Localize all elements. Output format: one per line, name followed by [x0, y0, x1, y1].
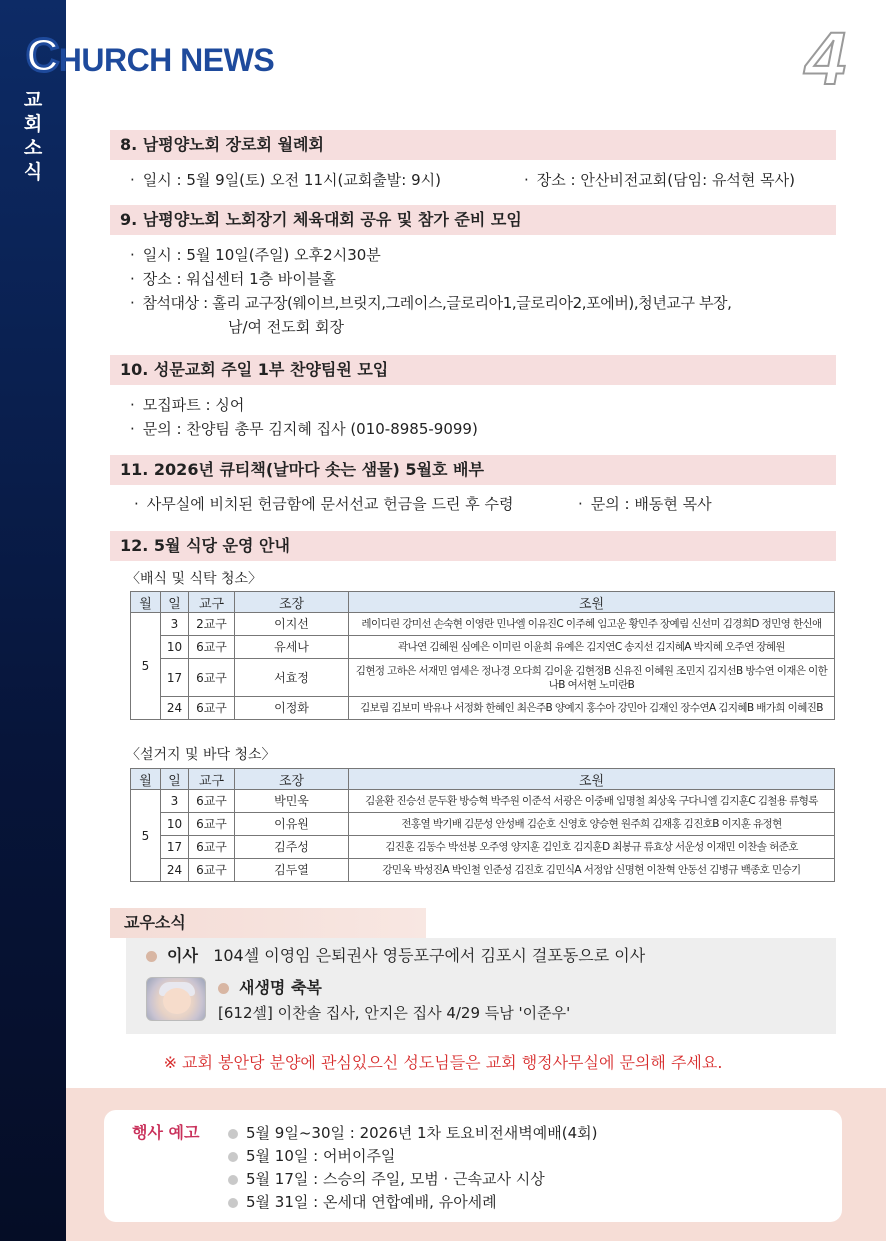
leader-cell: 유세나: [235, 636, 349, 659]
move-news: [146, 946, 645, 966]
members-cell: 전홍열 박기배 김문성 안성배 김순호 신영호 양승현 원주희 김재홍 김진호B 이지훈 유정현: [349, 813, 835, 836]
section-10-line: [130, 419, 478, 439]
col-leader: 조장: [235, 592, 349, 613]
section-12-title: 12. 5월 식당 운영 안내: [110, 531, 836, 561]
table-row: [131, 659, 835, 697]
day-cell: 17: [161, 659, 189, 697]
member-news-tab: 교우소식: [110, 908, 426, 938]
table-row: [131, 813, 835, 836]
bullet-circle-icon: [228, 1152, 238, 1162]
district-cell: 6교구: [189, 859, 235, 882]
col-leader: 조장: [235, 769, 349, 790]
event-item: [228, 1191, 497, 1212]
district-cell: 6교구: [189, 636, 235, 659]
members-cell: 김보림 김보미 박유나 서정화 한혜인 최은주B 양예지 홍수아 강민아 김재인 장수연A 김지혜B 배가희 이혜진B: [349, 697, 835, 720]
section-8-line: [524, 170, 795, 190]
leader-cell: 이유원: [235, 813, 349, 836]
section-9-attendees: 참석대상 : 홀리 교구장(웨이브,브릿지,그레이스,글로리아1,글로리아2,포에버),청년교구 부장,: [142, 294, 732, 312]
brand-title: [26, 28, 274, 82]
col-members: 조원: [349, 592, 835, 613]
leader-cell: 이지선: [235, 613, 349, 636]
event-text: 5월 31일 : 온세대 연합예배, 유아세례: [246, 1193, 497, 1211]
move-text: 104셀 이영임 은퇴권사 영등포구에서 김포시 걸포동으로 이사: [213, 946, 646, 965]
bullet-circle-icon: [228, 1198, 238, 1208]
district-cell: 6교구: [189, 790, 235, 813]
event-text: 5월 10일 : 어버이주일: [246, 1147, 396, 1165]
section-11-line: [134, 494, 513, 514]
bullet-circle-icon: [146, 951, 157, 962]
birth-news-label: [218, 978, 322, 998]
leader-cell: 서효정: [235, 659, 349, 697]
members-cell: 레이디린 강미선 손숙현 이영란 민나엘 이유진C 이주혜 임고운 황민주 장예림 신선미 김경희D 정민영 한신애: [349, 613, 835, 636]
district-cell: 2교구: [189, 613, 235, 636]
month-cell: 5: [131, 613, 161, 720]
leader-cell: 김주성: [235, 836, 349, 859]
baby-photo: [146, 977, 206, 1021]
bullet: ·: [524, 171, 529, 189]
leader-cell: 김두열: [235, 859, 349, 882]
table-row: [131, 859, 835, 882]
move-label: 이사: [167, 946, 198, 965]
section-11-contact: 문의 : 배동현 목사: [590, 495, 712, 513]
day-cell: 24: [161, 697, 189, 720]
birth-label: 새생명 축복: [239, 978, 322, 997]
side-label-char: 회: [23, 113, 43, 135]
district-cell: 6교구: [189, 697, 235, 720]
district-cell: 6교구: [189, 836, 235, 859]
members-cell: 김윤환 진승선 문두환 방승혁 박주원 이준석 서광은 이중배 임명철 최상욱 구다니엘 김지훈C 김철용 류형록: [349, 790, 835, 813]
section-8-place: 장소 : 안산비전교회(담임: 유석현 목사): [536, 171, 796, 189]
members-cell: 김진훈 김동수 박선봉 오주영 양지훈 김인호 김지훈D 최봉규 류효상 서운성 이재민 이찬솔 허준호: [349, 836, 835, 859]
table-row: [131, 636, 835, 659]
district-cell: 6교구: [189, 659, 235, 697]
birth-news-text: [612셀] 이찬솔 집사, 안지은 집사 4/29 득남 '이준우': [218, 1004, 571, 1022]
notice-text: ※ 교회 봉안당 분양에 관심있으신 성도님들은 교회 행정사무실에 문의해 주세요.: [163, 1053, 723, 1072]
brand-rest: HURCH NEWS: [58, 42, 275, 78]
section-10-contact: 문의 : 찬양팀 총무 김지혜 집사 (010-8985-9099): [142, 420, 478, 438]
event-text: 5월 17일 : 스승의 주일, 모범 · 근속교사 시상: [246, 1170, 545, 1188]
bullet: ·: [130, 270, 135, 288]
bullet-circle-icon: [228, 1175, 238, 1185]
day-cell: 10: [161, 636, 189, 659]
page-number: 4: [804, 17, 846, 100]
section-10-title: 10. 성문교회 주일 1부 찬양팀원 모입: [110, 355, 836, 385]
bullet: ·: [130, 246, 135, 264]
event-text: 5월 9일~30일 : 2026년 1차 토요비전새벽예배(4회): [246, 1124, 598, 1142]
col-month: 월: [131, 592, 161, 613]
section-9-title: 9. 남평양노회 노회장기 체육대회 공유 및 참가 준비 모임: [110, 205, 836, 235]
event-item: [228, 1168, 545, 1189]
leader-cell: 박민욱: [235, 790, 349, 813]
bullet-circle-icon: [218, 983, 229, 994]
side-label-char: 교: [23, 89, 43, 111]
bullet-circle-icon: [228, 1129, 238, 1139]
table-row: [131, 613, 835, 636]
side-label-char: 소: [23, 137, 43, 159]
side-label-char: 식: [23, 161, 43, 183]
section-8-title: 8. 남평양노회 장로회 월례회: [110, 130, 836, 160]
col-district: 교구: [189, 592, 235, 613]
section-8-date: 일시 : 5월 9일(토) 오전 11시(교회출발: 9시): [142, 171, 441, 189]
section-9-line: [130, 245, 381, 265]
table-row: [131, 697, 835, 720]
section-11-title: 11. 2026년 큐티책(날마다 솟는 샘물) 5월호 배부: [110, 455, 836, 485]
event-item: [228, 1145, 395, 1166]
members-cell: 강민욱 박성진A 박인철 인준성 김진호 김민식A 서정암 신명현 이찬혁 안동선 김병규 백종호 민승기: [349, 859, 835, 882]
section-11-line: [578, 494, 712, 514]
section-9-date: 일시 : 5월 10일(주일) 오후2시30분: [142, 246, 381, 264]
leader-cell: 이정화: [235, 697, 349, 720]
bullet: ·: [130, 171, 135, 189]
district-cell: 6교구: [189, 813, 235, 836]
baby-face: [163, 988, 191, 1014]
col-members: 조원: [349, 769, 835, 790]
col-day: 일: [161, 769, 189, 790]
day-cell: 10: [161, 813, 189, 836]
cleaning-table: [130, 768, 835, 882]
event-item: [228, 1122, 597, 1143]
month-cell: 5: [131, 790, 161, 882]
table-row: [131, 836, 835, 859]
bullet: ·: [130, 396, 135, 414]
members-cell: 김현정 고하은 서재민 염세은 정나경 오다희 김이윤 김현정B 신유진 이혜원 조민지 김지선B 방수연 이재은 이한나B 여서현 노미란B: [349, 659, 835, 697]
day-cell: 3: [161, 613, 189, 636]
col-district: 교구: [189, 769, 235, 790]
section-9-line: [130, 269, 336, 289]
day-cell: 3: [161, 790, 189, 813]
event-title: 행사 예고: [132, 1123, 200, 1142]
bullet: ·: [130, 420, 135, 438]
day-cell: 24: [161, 859, 189, 882]
bullet: ·: [578, 495, 583, 513]
section-10-line: [130, 395, 244, 415]
section-9-line: [130, 293, 732, 313]
serving-table: [130, 591, 835, 720]
side-label: [0, 88, 66, 184]
members-cell: 곽나연 김혜원 심예은 이미린 이윤희 유예은 김지연C 송지선 김지혜A 박지혜 오주연 장혜원: [349, 636, 835, 659]
section-8-line: [130, 170, 441, 190]
serving-table-title: 〈배식 및 식탁 청소〉: [126, 571, 263, 587]
cleaning-table-title: 〈설거지 및 바닥 청소〉: [126, 747, 276, 763]
bullet: ·: [134, 495, 139, 513]
table-row: [131, 790, 835, 813]
col-day: 일: [161, 592, 189, 613]
section-9-place: 장소 : 워십센터 1층 바이블홀: [142, 270, 336, 288]
brand-first-letter: C: [26, 29, 59, 81]
section-9-line: 남/여 전도회 회장: [228, 318, 345, 336]
bullet: ·: [130, 294, 135, 312]
section-11-info: 사무실에 비치된 헌금함에 문서선교 헌금을 드린 후 수령: [146, 495, 514, 513]
col-month: 월: [131, 769, 161, 790]
day-cell: 17: [161, 836, 189, 859]
section-10-part: 모집파트 : 싱어: [142, 396, 245, 414]
